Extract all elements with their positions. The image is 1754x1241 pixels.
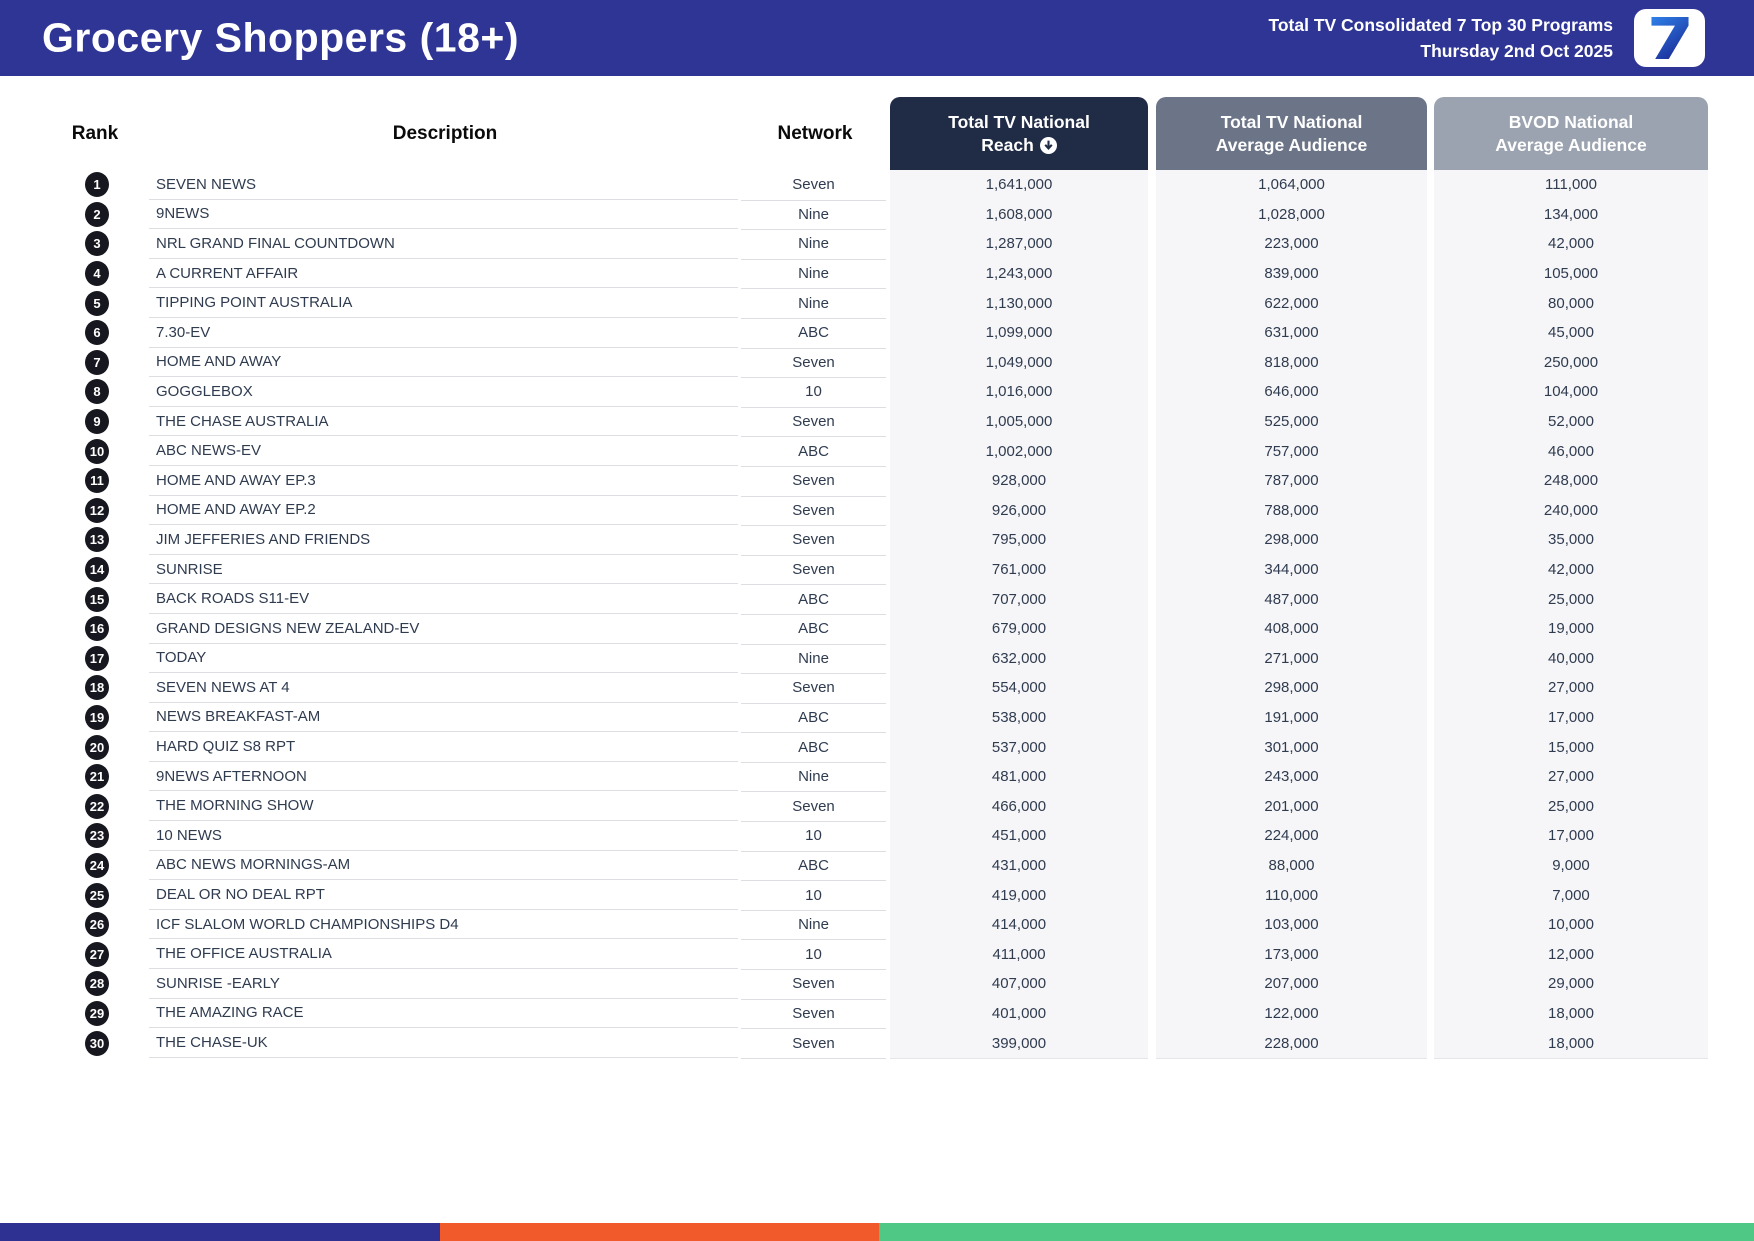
header-banner xyxy=(0,0,1754,76)
bvod-value-cell: 111,000 xyxy=(1434,170,1708,201)
reach-value-cell: 481,000 xyxy=(890,762,1148,793)
rank-badge: 25 xyxy=(85,883,109,908)
rank-cell xyxy=(55,732,139,762)
rank-cell xyxy=(55,584,139,614)
description-cell: SUNRISE xyxy=(149,555,738,585)
rank-badge: 9 xyxy=(85,409,109,434)
bvod-value-cell: 18,000 xyxy=(1434,999,1708,1030)
network-cell: Seven xyxy=(741,555,886,586)
reach-value-cell: 538,000 xyxy=(890,703,1148,734)
reach-value-cell: 1,130,000 xyxy=(890,288,1148,319)
average-audience-value-cell: 1,028,000 xyxy=(1156,200,1427,231)
reach-value-cell: 419,000 xyxy=(890,880,1148,911)
average-audience-value-cell: 788,000 xyxy=(1156,496,1427,527)
bvod-value-cell: 27,000 xyxy=(1434,673,1708,704)
bvod-value-cell: 19,000 xyxy=(1434,614,1708,645)
rank-badge: 7 xyxy=(85,350,109,375)
network-cell: Seven xyxy=(741,496,886,527)
network-cell: Seven xyxy=(741,170,886,201)
average-audience-value-cell: 408,000 xyxy=(1156,614,1427,645)
column-header-rank: Rank xyxy=(71,122,119,144)
table-row xyxy=(0,584,1754,614)
rank-badge: 1 xyxy=(85,172,109,197)
circle-arrow-down-icon[interactable] xyxy=(1040,137,1057,154)
bvod-value-cell: 29,000 xyxy=(1434,969,1708,1000)
description-cell: TIPPING POINT AUSTRALIA xyxy=(149,288,738,318)
network-cell: Seven xyxy=(741,348,886,379)
rank-badge: 15 xyxy=(85,587,109,612)
reach-value-cell: 707,000 xyxy=(890,584,1148,615)
rank-cell xyxy=(55,200,139,230)
reach-header-line2: Reach xyxy=(981,134,1034,155)
rank-badge: 27 xyxy=(85,942,109,967)
reach-value-cell: 632,000 xyxy=(890,644,1148,675)
table-row xyxy=(0,466,1754,496)
table-row xyxy=(0,969,1754,999)
network-cell: 10 xyxy=(741,821,886,852)
description-cell: SEVEN NEWS AT 4 xyxy=(149,673,738,703)
rank-cell xyxy=(55,318,139,348)
bvod-value-cell: 105,000 xyxy=(1434,259,1708,290)
description-cell: BACK ROADS S11-EV xyxy=(149,584,738,614)
description-cell: DEAL OR NO DEAL RPT xyxy=(149,880,738,910)
rank-cell xyxy=(55,762,139,792)
seven-network-logo xyxy=(1634,9,1705,67)
reach-value-cell: 928,000 xyxy=(890,466,1148,497)
average-audience-value-cell: 228,000 xyxy=(1156,1028,1427,1059)
column-header-total-tv-average-audience[interactable] xyxy=(1156,97,1427,170)
average-audience-value-cell: 110,000 xyxy=(1156,880,1427,911)
average-audience-value-cell: 487,000 xyxy=(1156,584,1427,615)
table-row xyxy=(0,791,1754,821)
description-cell: ABC NEWS MORNINGS-AM xyxy=(149,851,738,881)
rank-cell xyxy=(55,288,139,318)
average-audience-value-cell: 224,000 xyxy=(1156,821,1427,852)
table-row xyxy=(0,1028,1754,1058)
rank-badge: 28 xyxy=(85,971,109,996)
table-row xyxy=(0,821,1754,851)
rank-cell xyxy=(55,673,139,703)
network-cell: Nine xyxy=(741,762,886,793)
average-audience-value-cell: 191,000 xyxy=(1156,703,1427,734)
reach-header-line1: Total TV National xyxy=(948,111,1090,132)
description-cell: HOME AND AWAY EP.3 xyxy=(149,466,738,496)
average-audience-value-cell: 839,000 xyxy=(1156,259,1427,290)
rank-cell xyxy=(55,525,139,555)
rank-badge: 23 xyxy=(85,823,109,848)
description-cell: NRL GRAND FINAL COUNTDOWN xyxy=(149,229,738,259)
rank-badge: 18 xyxy=(85,675,109,700)
bvod-value-cell: 134,000 xyxy=(1434,200,1708,231)
description-cell: SEVEN NEWS xyxy=(149,170,738,200)
description-cell: HOME AND AWAY EP.2 xyxy=(149,496,738,526)
bvod-header-line1: BVOD National xyxy=(1508,111,1634,132)
reach-value-cell: 761,000 xyxy=(890,555,1148,586)
reach-value-cell: 1,002,000 xyxy=(890,436,1148,467)
bvod-value-cell: 248,000 xyxy=(1434,466,1708,497)
reach-value-cell: 466,000 xyxy=(890,791,1148,822)
reach-value-cell: 926,000 xyxy=(890,496,1148,527)
rank-cell xyxy=(55,910,139,940)
rank-badge: 17 xyxy=(85,646,109,671)
reach-value-cell: 451,000 xyxy=(890,821,1148,852)
reach-value-cell: 1,608,000 xyxy=(890,200,1148,231)
rank-badge: 16 xyxy=(85,616,109,641)
description-cell: GOGGLEBOX xyxy=(149,377,738,407)
network-cell: 10 xyxy=(741,377,886,408)
rank-badge: 26 xyxy=(85,912,109,937)
average-audience-value-cell: 243,000 xyxy=(1156,762,1427,793)
rank-cell xyxy=(55,821,139,851)
footer-stripe-navy xyxy=(0,1223,440,1241)
description-cell: TODAY xyxy=(149,644,738,674)
rank-badge: 10 xyxy=(85,439,109,464)
table-row xyxy=(0,851,1754,881)
reach-value-cell: 401,000 xyxy=(890,999,1148,1030)
rank-cell xyxy=(55,999,139,1029)
rank-cell xyxy=(55,1028,139,1058)
average-audience-value-cell: 298,000 xyxy=(1156,525,1427,556)
reach-value-cell: 1,243,000 xyxy=(890,259,1148,290)
description-cell: GRAND DESIGNS NEW ZEALAND-EV xyxy=(149,614,738,644)
bvod-value-cell: 35,000 xyxy=(1434,525,1708,556)
rank-cell xyxy=(55,703,139,733)
rank-cell xyxy=(55,259,139,289)
network-cell: Seven xyxy=(741,466,886,497)
bvod-value-cell: 104,000 xyxy=(1434,377,1708,408)
network-cell: ABC xyxy=(741,732,886,763)
seven-logo-icon xyxy=(1651,17,1689,59)
average-audience-value-cell: 173,000 xyxy=(1156,939,1427,970)
description-cell: 9NEWS xyxy=(149,200,738,230)
network-cell: Seven xyxy=(741,525,886,556)
rank-cell xyxy=(55,791,139,821)
average-audience-value-cell: 787,000 xyxy=(1156,466,1427,497)
table-row xyxy=(0,910,1754,940)
bvod-value-cell: 250,000 xyxy=(1434,348,1708,379)
table-row xyxy=(0,939,1754,969)
description-cell: THE CHASE AUSTRALIA xyxy=(149,407,738,437)
table-row xyxy=(0,762,1754,792)
average-audience-value-cell: 301,000 xyxy=(1156,732,1427,763)
table-row xyxy=(0,880,1754,910)
average-audience-value-cell: 122,000 xyxy=(1156,999,1427,1030)
rank-cell xyxy=(55,496,139,526)
network-cell: Seven xyxy=(741,407,886,438)
description-cell: 7.30-EV xyxy=(149,318,738,348)
bvod-value-cell: 17,000 xyxy=(1434,821,1708,852)
rank-badge: 19 xyxy=(85,705,109,730)
page-title: Grocery Shoppers (18+) xyxy=(42,14,519,61)
network-cell: ABC xyxy=(741,851,886,882)
description-cell: THE CHASE-UK xyxy=(149,1028,738,1058)
network-cell: Nine xyxy=(741,229,886,260)
reach-value-cell: 414,000 xyxy=(890,910,1148,941)
network-cell: Seven xyxy=(741,673,886,704)
bvod-value-cell: 240,000 xyxy=(1434,496,1708,527)
reach-value-cell: 1,287,000 xyxy=(890,229,1148,260)
rank-badge: 20 xyxy=(85,735,109,760)
table-row xyxy=(0,496,1754,526)
rank-badge: 29 xyxy=(85,1001,109,1026)
rank-cell xyxy=(55,407,139,437)
bvod-value-cell: 27,000 xyxy=(1434,762,1708,793)
reach-value-cell: 537,000 xyxy=(890,732,1148,763)
reach-value-cell: 411,000 xyxy=(890,939,1148,970)
table-row xyxy=(0,288,1754,318)
network-cell: Seven xyxy=(741,791,886,822)
description-cell: A CURRENT AFFAIR xyxy=(149,259,738,289)
description-cell: HOME AND AWAY xyxy=(149,348,738,378)
rank-badge: 5 xyxy=(85,291,109,316)
bvod-value-cell: 7,000 xyxy=(1434,880,1708,911)
table-row xyxy=(0,318,1754,348)
reach-value-cell: 431,000 xyxy=(890,851,1148,882)
bvod-value-cell: 15,000 xyxy=(1434,732,1708,763)
rank-cell xyxy=(55,348,139,378)
average-audience-value-cell: 88,000 xyxy=(1156,851,1427,882)
description-cell: THE OFFICE AUSTRALIA xyxy=(149,939,738,969)
rank-badge: 8 xyxy=(85,379,109,404)
rank-badge: 21 xyxy=(85,764,109,789)
description-cell: SUNRISE -EARLY xyxy=(149,969,738,999)
bvod-value-cell: 42,000 xyxy=(1434,555,1708,586)
description-cell: 10 NEWS xyxy=(149,821,738,851)
column-header-bvod-average-audience[interactable] xyxy=(1434,97,1708,170)
rank-cell xyxy=(55,466,139,496)
table-row xyxy=(0,732,1754,762)
bvod-value-cell: 52,000 xyxy=(1434,407,1708,438)
reach-value-cell: 1,016,000 xyxy=(890,377,1148,408)
average-audience-value-cell: 757,000 xyxy=(1156,436,1427,467)
bvod-header-line2: Average Audience xyxy=(1495,134,1647,155)
rank-cell xyxy=(55,436,139,466)
table-row xyxy=(0,525,1754,555)
table-row xyxy=(0,673,1754,703)
footer-stripe xyxy=(0,1223,1754,1241)
average-audience-value-cell: 344,000 xyxy=(1156,555,1427,586)
reach-value-cell: 795,000 xyxy=(890,525,1148,556)
table-row xyxy=(0,377,1754,407)
table-row xyxy=(0,436,1754,466)
description-cell: THE AMAZING RACE xyxy=(149,999,738,1029)
network-cell: Nine xyxy=(741,644,886,675)
average-audience-value-cell: 622,000 xyxy=(1156,288,1427,319)
description-cell: ICF SLALOM WORLD CHAMPIONSHIPS D4 xyxy=(149,910,738,940)
average-audience-value-cell: 631,000 xyxy=(1156,318,1427,349)
report-date: Thursday 2nd Oct 2025 xyxy=(1420,41,1613,61)
average-audience-value-cell: 201,000 xyxy=(1156,791,1427,822)
description-cell: HARD QUIZ S8 RPT xyxy=(149,732,738,762)
network-cell: Nine xyxy=(741,910,886,941)
table-row xyxy=(0,703,1754,733)
bvod-value-cell: 46,000 xyxy=(1434,436,1708,467)
rank-badge: 6 xyxy=(85,320,109,345)
rank-cell xyxy=(55,851,139,881)
description-cell: NEWS BREAKFAST-AM xyxy=(149,703,738,733)
table-row xyxy=(0,614,1754,644)
rank-cell xyxy=(55,377,139,407)
rank-badge: 22 xyxy=(85,794,109,819)
table-row xyxy=(0,348,1754,378)
bvod-value-cell: 10,000 xyxy=(1434,910,1708,941)
network-cell: Nine xyxy=(741,288,886,319)
bvod-value-cell: 45,000 xyxy=(1434,318,1708,349)
reach-value-cell: 1,099,000 xyxy=(890,318,1148,349)
average-audience-value-cell: 818,000 xyxy=(1156,348,1427,379)
table-row xyxy=(0,644,1754,674)
average-audience-value-cell: 103,000 xyxy=(1156,910,1427,941)
table-row xyxy=(0,555,1754,585)
rank-badge: 3 xyxy=(85,231,109,256)
network-cell: ABC xyxy=(741,318,886,349)
column-header-total-tv-reach[interactable] xyxy=(890,97,1148,170)
network-cell: Nine xyxy=(741,200,886,231)
table-row xyxy=(0,200,1754,230)
network-cell: Seven xyxy=(741,969,886,1000)
table-row xyxy=(0,259,1754,289)
rank-cell xyxy=(55,880,139,910)
bvod-value-cell: 9,000 xyxy=(1434,851,1708,882)
bvod-value-cell: 17,000 xyxy=(1434,703,1708,734)
rank-cell xyxy=(55,644,139,674)
network-cell: Seven xyxy=(741,999,886,1030)
table-row xyxy=(0,170,1754,200)
description-cell: 9NEWS AFTERNOON xyxy=(149,762,738,792)
rank-badge: 14 xyxy=(85,557,109,582)
bvod-value-cell: 40,000 xyxy=(1434,644,1708,675)
average-audience-value-cell: 525,000 xyxy=(1156,407,1427,438)
average-audience-value-cell: 298,000 xyxy=(1156,673,1427,704)
rank-badge: 30 xyxy=(85,1031,109,1056)
description-cell: THE MORNING SHOW xyxy=(149,791,738,821)
reach-value-cell: 399,000 xyxy=(890,1028,1148,1059)
bvod-value-cell: 12,000 xyxy=(1434,939,1708,970)
reach-value-cell: 679,000 xyxy=(890,614,1148,645)
network-cell: 10 xyxy=(741,939,886,970)
bvod-value-cell: 80,000 xyxy=(1434,288,1708,319)
description-cell: ABC NEWS-EV xyxy=(149,436,738,466)
avg-header-line2: Average Audience xyxy=(1215,134,1368,155)
network-cell: ABC xyxy=(741,436,886,467)
bvod-value-cell: 25,000 xyxy=(1434,584,1708,615)
rank-badge: 13 xyxy=(85,527,109,552)
average-audience-value-cell: 1,064,000 xyxy=(1156,170,1427,201)
rank-cell xyxy=(55,939,139,969)
footer-stripe-green xyxy=(879,1223,1754,1241)
bvod-value-cell: 42,000 xyxy=(1434,229,1708,260)
rank-cell xyxy=(55,229,139,259)
footer-stripe-orange xyxy=(440,1223,879,1241)
reach-value-cell: 554,000 xyxy=(890,673,1148,704)
reach-value-cell: 1,641,000 xyxy=(890,170,1148,201)
reach-value-cell: 407,000 xyxy=(890,969,1148,1000)
rank-badge: 11 xyxy=(85,468,109,493)
network-cell: 10 xyxy=(741,880,886,911)
network-cell: ABC xyxy=(741,584,886,615)
reach-value-cell: 1,005,000 xyxy=(890,407,1148,438)
rank-badge: 4 xyxy=(85,261,109,286)
bvod-value-cell: 25,000 xyxy=(1434,791,1708,822)
rank-badge: 2 xyxy=(85,202,109,227)
table-row xyxy=(0,999,1754,1029)
rank-cell xyxy=(55,170,139,200)
rank-cell xyxy=(55,555,139,585)
network-cell: ABC xyxy=(741,703,886,734)
network-cell: ABC xyxy=(741,614,886,645)
network-cell: Seven xyxy=(741,1028,886,1059)
avg-header-line1: Total TV National xyxy=(1220,111,1363,132)
network-cell: Nine xyxy=(741,259,886,290)
rank-badge: 24 xyxy=(85,853,109,878)
description-cell: JIM JEFFERIES AND FRIENDS xyxy=(149,525,738,555)
report-subtitle-line1: Total TV Consolidated 7 Top 30 Programs xyxy=(1268,15,1613,35)
table-row xyxy=(0,229,1754,259)
reach-value-cell: 1,049,000 xyxy=(890,348,1148,379)
rank-badge: 12 xyxy=(85,498,109,523)
table-row xyxy=(0,407,1754,437)
average-audience-value-cell: 271,000 xyxy=(1156,644,1427,675)
bvod-value-cell: 18,000 xyxy=(1434,1028,1708,1059)
column-header-network: Network xyxy=(777,122,853,144)
report-subtitle xyxy=(1268,12,1613,64)
column-header-description: Description xyxy=(392,122,498,144)
rank-cell xyxy=(55,969,139,999)
average-audience-value-cell: 646,000 xyxy=(1156,377,1427,408)
rank-cell xyxy=(55,614,139,644)
table-body xyxy=(0,170,1754,1058)
average-audience-value-cell: 223,000 xyxy=(1156,229,1427,260)
average-audience-value-cell: 207,000 xyxy=(1156,969,1427,1000)
